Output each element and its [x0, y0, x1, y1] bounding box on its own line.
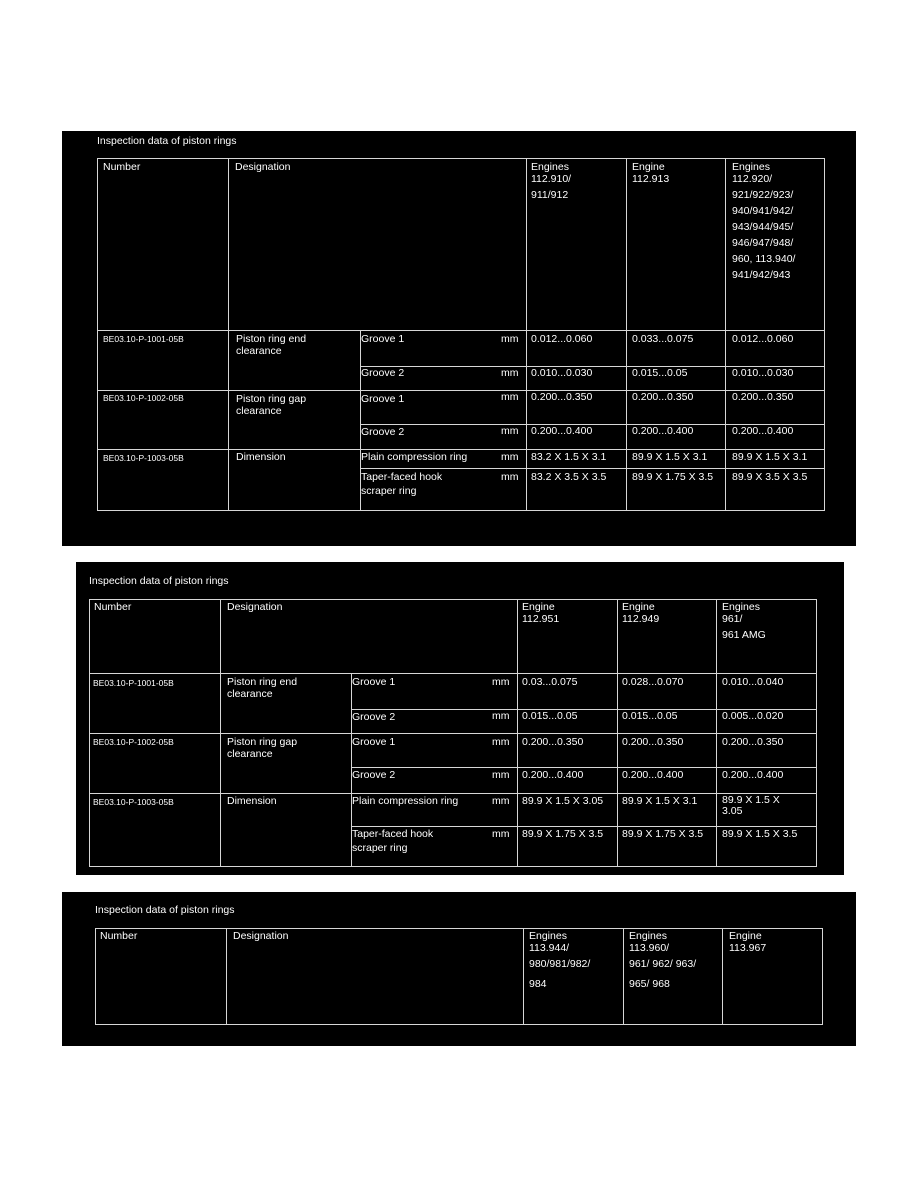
- unit: mm: [492, 769, 510, 781]
- value-cell: 0.200...0.400: [732, 425, 794, 437]
- engine-header: Engine 112.949: [622, 601, 660, 625]
- value-cell: 0.010...0.030: [531, 367, 593, 379]
- value-cell: 0.005...0.020: [722, 710, 784, 722]
- subrow-label: Groove 2: [352, 711, 396, 723]
- value-cell: 0.033...0.075: [632, 333, 694, 345]
- subrow-label: Taper-faced hook scraper ring: [352, 828, 434, 854]
- value-cell: 89.9 X 1.75 X 3.5: [622, 828, 704, 840]
- subrow-label: Groove 1: [352, 676, 396, 688]
- engine-header: Engines 113.944/ 980/981/982/ 984: [529, 930, 591, 990]
- row-number: BE03.10-P-1001-05B: [103, 334, 184, 344]
- value-cell: 89.9 X 1.75 X 3.5: [632, 471, 714, 483]
- subrow-label: Groove 2: [361, 426, 405, 438]
- row-designation: Dimension: [236, 451, 286, 463]
- row-number: BE03.10-P-1002-05B: [103, 393, 184, 403]
- subrow-label: Taper-faced hook scraper ring: [361, 471, 443, 497]
- row-designation: Piston ring gap clearance: [236, 393, 307, 417]
- subrow-label: Groove 1: [361, 393, 405, 405]
- panel-title: Inspection data of piston rings: [97, 135, 237, 147]
- subrow-label: Plain compression ring: [352, 795, 459, 807]
- subrow-label: Groove 1: [352, 736, 396, 748]
- inspection-panel-3: [62, 892, 856, 1046]
- row-number: BE03.10-P-1002-05B: [93, 737, 174, 747]
- value-cell: 89.9 X 1.5 X 3.1: [622, 795, 698, 807]
- value-cell: 0.200...0.350: [722, 736, 784, 748]
- value-cell: 89.9 X 1.5 X 3.05: [722, 794, 780, 817]
- row-number: BE03.10-P-1001-05B: [93, 678, 174, 688]
- engine-header: Engine 112.951: [522, 601, 560, 625]
- unit: mm: [501, 391, 519, 403]
- engine-header: Engine 113.967: [729, 930, 767, 954]
- value-cell: 0.200...0.400: [722, 769, 784, 781]
- value-cell: 89.9 X 1.5 X 3.1: [732, 451, 808, 463]
- row-number: BE03.10-P-1003-05B: [103, 453, 184, 463]
- value-cell: 0.010...0.040: [722, 676, 784, 688]
- unit: mm: [501, 333, 519, 345]
- unit: mm: [501, 451, 519, 463]
- value-cell: 0.200...0.350: [632, 391, 694, 403]
- panel-title: Inspection data of piston rings: [89, 575, 229, 587]
- value-cell: 89.9 X 3.5 X 3.5: [732, 471, 808, 483]
- panel-title: Inspection data of piston rings: [95, 904, 235, 916]
- row-designation: Piston ring gap clearance: [227, 736, 298, 760]
- unit: mm: [492, 795, 510, 807]
- engine-header: Engines 112.910/ 911/912: [531, 161, 572, 201]
- header-designation: Designation: [227, 601, 283, 613]
- value-cell: 83.2 X 3.5 X 3.5: [531, 471, 607, 483]
- inspection-panel-1: [62, 131, 856, 546]
- subrow-label: Groove 2: [352, 769, 396, 781]
- row-number: BE03.10-P-1003-05B: [93, 797, 174, 807]
- subrow-label: Groove 2: [361, 367, 405, 379]
- value-cell: 0.03...0.075: [522, 676, 578, 688]
- inspection-panel-2: [76, 562, 844, 875]
- header-designation: Designation: [235, 161, 291, 173]
- inspection-table: [95, 928, 823, 1025]
- value-cell: 0.200...0.350: [531, 391, 593, 403]
- row-designation: Dimension: [227, 795, 277, 807]
- value-cell: 0.200...0.400: [622, 769, 684, 781]
- engine-header: Engines 112.920/ 921/922/923/ 940/941/942/ 943/944/945/ 946/947/948/ 960, 113.940/ 941/942/943: [732, 161, 796, 281]
- header-number: Number: [94, 601, 132, 613]
- value-cell: 0.200...0.400: [632, 425, 694, 437]
- header-designation: Designation: [233, 930, 289, 942]
- unit: mm: [492, 710, 510, 722]
- value-cell: 0.200...0.400: [522, 769, 584, 781]
- value-cell: 0.028...0.070: [622, 676, 684, 688]
- unit: mm: [492, 828, 510, 840]
- row-designation: Piston ring end clearance: [236, 333, 307, 357]
- value-cell: 0.012...0.060: [732, 333, 794, 345]
- engine-header: Engines 961/ 961 AMG: [722, 601, 766, 641]
- header-number: Number: [100, 930, 138, 942]
- subrow-label: Groove 1: [361, 333, 405, 345]
- subrow-label: Plain compression ring: [361, 451, 468, 463]
- unit: mm: [501, 471, 519, 483]
- value-cell: 0.200...0.350: [522, 736, 584, 748]
- value-cell: 89.9 X 1.5 X 3.5: [722, 828, 798, 840]
- engine-header: Engines 113.960/ 961/ 962/ 963/ 965/ 968: [629, 930, 697, 990]
- value-cell: 0.015...0.05: [622, 710, 678, 722]
- unit: mm: [501, 425, 519, 437]
- value-cell: 0.200...0.400: [531, 425, 593, 437]
- value-cell: 89.9 X 1.5 X 3.05: [522, 795, 604, 807]
- value-cell: 89.9 X 1.5 X 3.1: [632, 451, 708, 463]
- value-cell: 0.015...0.05: [522, 710, 578, 722]
- value-cell: 0.015...0.05: [632, 367, 688, 379]
- value-cell: 0.010...0.030: [732, 367, 794, 379]
- value-cell: 0.012...0.060: [531, 333, 593, 345]
- value-cell: 0.200...0.350: [622, 736, 684, 748]
- row-designation: Piston ring end clearance: [227, 676, 298, 700]
- value-cell: 83.2 X 1.5 X 3.1: [531, 451, 607, 463]
- value-cell: 89.9 X 1.75 X 3.5: [522, 828, 604, 840]
- unit: mm: [501, 367, 519, 379]
- header-number: Number: [103, 161, 141, 173]
- unit: mm: [492, 736, 510, 748]
- unit: mm: [492, 676, 510, 688]
- value-cell: 0.200...0.350: [732, 391, 794, 403]
- engine-header: Engine 112.913: [632, 161, 670, 185]
